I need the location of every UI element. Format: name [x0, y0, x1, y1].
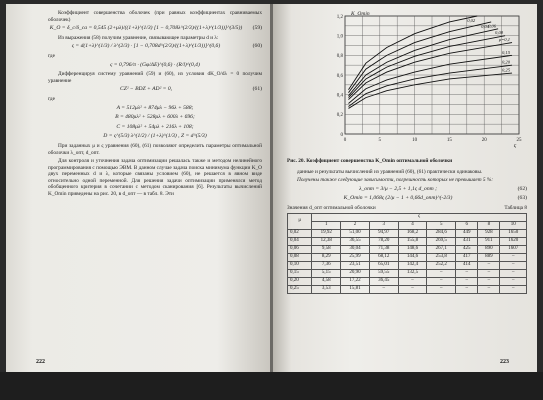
- equation-d-formula: D = ς^(5/3) λ^(1/2) / (1+λ)^(1/3) , Z = d^(5/3): [103, 133, 207, 140]
- table-cell: 36,55: [341, 237, 370, 245]
- table-cell: 23,51: [341, 261, 370, 269]
- dopt-table: [287, 213, 527, 294]
- table-cell: 267,1: [427, 245, 456, 253]
- equation-61: [48, 86, 262, 93]
- equation-a: [48, 105, 262, 112]
- table-cell: –: [500, 285, 527, 293]
- chart-series-label: 0,15: [501, 49, 511, 55]
- equation-62-number: (62): [517, 185, 527, 192]
- table-cell: –: [478, 269, 500, 277]
- table-cell: 15,81: [341, 285, 370, 293]
- table-cell: 928: [478, 229, 500, 237]
- table-mu-header: μ: [288, 213, 312, 229]
- chart-series-label: 0,04: [481, 23, 490, 29]
- table-cell: –: [500, 269, 527, 277]
- table-heading: [287, 205, 527, 212]
- chart-x-tick-label: 10: [412, 138, 418, 143]
- chart-y-tick-label: 0,4: [336, 93, 343, 99]
- equation-59: [48, 25, 262, 32]
- equation-63-formula: K_Omin = 1,068ς (2/μ − 1 + 0,66d_опт)^(-2/3): [343, 195, 453, 202]
- chart-x-tick-label: 0: [343, 138, 347, 143]
- table-cell: –: [478, 277, 500, 285]
- table-cell: 144,6: [398, 253, 427, 261]
- table-cell: –: [478, 285, 500, 293]
- table-cell: 17,22: [341, 277, 370, 285]
- table-row-mu: 0,08: [288, 253, 312, 261]
- table-row: [288, 237, 527, 245]
- equation-63: [287, 195, 527, 202]
- table-cell: –: [398, 277, 427, 285]
- table-cell: 284,6: [427, 229, 456, 237]
- table-cell: 449: [456, 229, 478, 237]
- table-col-header: 10: [500, 221, 527, 229]
- paragraph-5: Для контроля и уточнения задача оптимизации решалась также и методом нелинейного программирования с помощью ЭВМ. В данном случае задача поиска минимума функции K_O двух переменных d и λ, которые связаны условием (60), не решается в явном виде относительно одной переменной. Для решения задачи оптимизации применялся метод обобщенного критерия в сочетании с методом сканирования [6]. Результаты вычислений K_Omin приведены на рис. 20, в d_опт — в табл. 8. Эти: [48, 158, 262, 198]
- table-cell: –: [398, 285, 427, 293]
- table-cell: –: [456, 285, 478, 293]
- book-spread: [6, 4, 537, 372]
- where-label: где: [48, 52, 55, 59]
- right-page-number: 223: [500, 359, 509, 365]
- equation-b: [48, 114, 262, 121]
- right-paragraph-2: Получены также следующие зависимости, погрешность которых не превышает 5 %:: [297, 177, 494, 184]
- table-row: [288, 269, 527, 277]
- equation-d: [48, 133, 262, 140]
- table-sigma-header: ς: [312, 213, 527, 221]
- table-cell: 168,2: [398, 229, 427, 237]
- table-cell: 12,38: [312, 237, 341, 245]
- table-cell: 78,20: [369, 237, 398, 245]
- paragraph-2: Из выражения (58) получим уравнение, связывающее параметры d и λ:: [58, 34, 219, 41]
- figure-caption: Рис. 20. Коэффициент совершенства K_Omin оптимальной оболочки: [287, 158, 453, 164]
- equation-60-number: (60): [252, 43, 262, 50]
- table-header-row-1: [288, 213, 527, 221]
- chart-container: [287, 10, 527, 156]
- table-cell: 431: [456, 237, 478, 245]
- table-cell: 253,8: [427, 253, 456, 261]
- table-body: [288, 229, 527, 293]
- table-cell: –: [500, 277, 527, 285]
- equation-60: [48, 43, 262, 50]
- equation-59-number: (59): [252, 25, 262, 32]
- table-cell: 19,92: [312, 229, 341, 237]
- equation-a-formula: A = 512μλ² + 874μλ − 96λ + 588;: [116, 104, 194, 111]
- table-cell: –: [478, 261, 500, 269]
- intro-paragraph: Коэффициент совершенства оболочек (при равных коэффициентах сравниваемых оболочек): [48, 10, 262, 23]
- table-cell: 155,8: [398, 237, 427, 245]
- table-title: Значения d_опт оптимальной оболочки: [287, 204, 376, 211]
- table-cell: 20,90: [341, 269, 370, 277]
- chart-svg: [287, 10, 527, 156]
- table-header-row-2: [288, 221, 527, 229]
- table-cell: 30,04: [341, 245, 370, 253]
- table-row-mu: 0,15: [288, 269, 312, 277]
- table-col-header: 1: [312, 221, 341, 229]
- left-page: [6, 4, 270, 372]
- equation-60b-formula: ς = 0,796/π · (Gφ/ΔE)^(0,6) · (R/l)^(0,4): [110, 61, 200, 68]
- chart-x-tick-label: 25: [516, 138, 522, 143]
- table-cell: 425: [456, 245, 478, 253]
- table-cell: 36,45: [369, 277, 398, 285]
- table-col-header: 6: [456, 221, 478, 229]
- chart-y-tick-label: 0: [340, 132, 343, 138]
- table-row: [288, 285, 527, 293]
- table-cell: 51,00: [341, 229, 370, 237]
- table-cell: 911: [478, 237, 500, 245]
- chart-series-label: 0,08: [495, 30, 504, 36]
- chart-series-line: [348, 36, 505, 98]
- table-cell: –: [427, 277, 456, 285]
- equation-59-formula: K_O = δ_c/δ_ca = 0,545 (2+μλ)/((1+λ)^(1/3) [1 − 0,708λ^(2/3)/((1+λ)^(1/3))]^(3/5)): [49, 25, 243, 32]
- table-cell: –: [369, 285, 398, 293]
- equation-63-number: (63): [517, 195, 527, 202]
- chart-y-tick-label: 0,2: [336, 113, 343, 119]
- table-row-mu: 0,25: [288, 285, 312, 293]
- chart-series-label: 0,06: [488, 23, 497, 29]
- table-row-mu: 0,06: [288, 245, 312, 253]
- right-page-text: [287, 10, 527, 294]
- table-col-header: 5: [427, 221, 456, 229]
- table-row-mu: 0,20: [288, 277, 312, 285]
- chart-y-tick-label: 1,0: [336, 34, 343, 40]
- equation-62: [287, 186, 527, 193]
- chart-x-tick-label: 20: [481, 138, 487, 143]
- table-cell: –: [500, 261, 527, 269]
- where-label-2: где: [48, 95, 55, 102]
- table-col-header: 4: [398, 221, 427, 229]
- equation-c: [48, 124, 262, 131]
- chart-x-tick-label: 5: [378, 138, 382, 143]
- scanner-bottom-edge: [0, 372, 543, 400]
- table-row: [288, 245, 527, 253]
- table-cell: 252,2: [427, 261, 456, 269]
- chart-series-label: 0,25: [501, 67, 511, 73]
- chart-x-tick-label: 15: [446, 138, 452, 143]
- table-cell: 414: [456, 261, 478, 269]
- equation-60-formula: ς = d(1+λ)^(1/3) / λ^(2/3) · [1 − 0,708d^(2/3)/((1+λ)^(1/3))]^(0,6): [71, 43, 221, 50]
- table-row: [288, 277, 527, 285]
- table-cell: 7,36: [312, 261, 341, 269]
- table-cell: 132,5: [398, 269, 427, 277]
- chart-series-label: 0,02: [467, 18, 476, 23]
- table-cell: –: [456, 277, 478, 285]
- table-row: [288, 261, 527, 269]
- table-cell: 148,6: [398, 245, 427, 253]
- table-cell: 94,97: [369, 229, 398, 237]
- table-cell: 269,5: [427, 237, 456, 245]
- chart-y-axis-label: K_Omin: [351, 11, 370, 17]
- chart-series-label: μ=0,1: [498, 37, 511, 43]
- table-label: Таблица 8: [504, 204, 527, 211]
- table-row-mu: 0,10: [288, 261, 312, 269]
- table-row-mu: 0,04: [288, 237, 312, 245]
- table-cell: 71,38: [369, 245, 398, 253]
- table-row-mu: 0,02: [288, 229, 312, 237]
- equation-60b: [48, 62, 262, 69]
- equation-61-number: (61): [252, 86, 262, 93]
- table-col-header: 2: [341, 221, 370, 229]
- chart-x-axis-label: ς: [513, 143, 517, 149]
- paragraph-4: При заданных μ и ς уравнения (60), (61) позволяют определить параметры оптимальной оболочки λ_опт, d_опт.: [48, 142, 262, 156]
- left-page-number: 222: [36, 359, 45, 365]
- table-cell: 8,29: [312, 253, 341, 261]
- table-cell: 889: [478, 253, 500, 261]
- equation-61-formula: CZ² − BDZ + AD² = 0,: [119, 86, 173, 93]
- equation-62-formula: λ_опт = 3/μ − 2,5 + 1,1ς d_опт ;: [359, 185, 437, 192]
- table-row: [288, 253, 527, 261]
- table-cell: –: [427, 269, 456, 277]
- table-row: [288, 229, 527, 237]
- right-paragraph-1: данные и результаты вычислений из уравнений (60), (61) практически одинаковы.: [297, 168, 483, 175]
- chart-series-label: 0,20: [501, 59, 511, 65]
- table-cell: 4,58: [312, 277, 341, 285]
- table-cell: 1607: [500, 245, 527, 253]
- table-cell: 25,99: [341, 253, 370, 261]
- equation-b-formula: B = 480μλ² + 528μλ + 600λ + 696;: [115, 114, 195, 121]
- table-cell: 3,53: [312, 285, 341, 293]
- table-cell: 890: [478, 245, 500, 253]
- table-cell: 9,58: [312, 245, 341, 253]
- table-cell: 68,12: [369, 253, 398, 261]
- chart-y-tick-label: 0,6: [336, 73, 343, 79]
- table-col-header: 3: [369, 221, 398, 229]
- table-cell: 65,01: [369, 261, 398, 269]
- chart-y-tick-label: 0,8: [336, 54, 343, 60]
- paragraph-3: Дифференцируя систему уравнений (59) и (60), из условия dK_O/dλ = 0 получим уравнение: [48, 71, 262, 84]
- chart-y-tick-label: 1,2: [336, 14, 343, 20]
- table-cell: 417: [456, 253, 478, 261]
- chart-series-line: [348, 29, 498, 96]
- table-col-header: 8: [478, 221, 500, 229]
- right-page: [273, 4, 537, 372]
- table-cell: –: [500, 253, 527, 261]
- chart-series-line: [348, 16, 477, 90]
- table-cell: 5,15: [312, 269, 341, 277]
- chart-series-line: [348, 22, 491, 93]
- table-cell: –: [427, 285, 456, 293]
- table-cell: 1620: [500, 237, 527, 245]
- equation-c-formula: C = 108μλ² + 54μλ + 216λ + 108;: [116, 123, 194, 130]
- table-cell: –: [456, 269, 478, 277]
- table-cell: 1650: [500, 229, 527, 237]
- table-cell: 142,4: [398, 261, 427, 269]
- left-page-text: [48, 10, 262, 200]
- table-cell: 59,55: [369, 269, 398, 277]
